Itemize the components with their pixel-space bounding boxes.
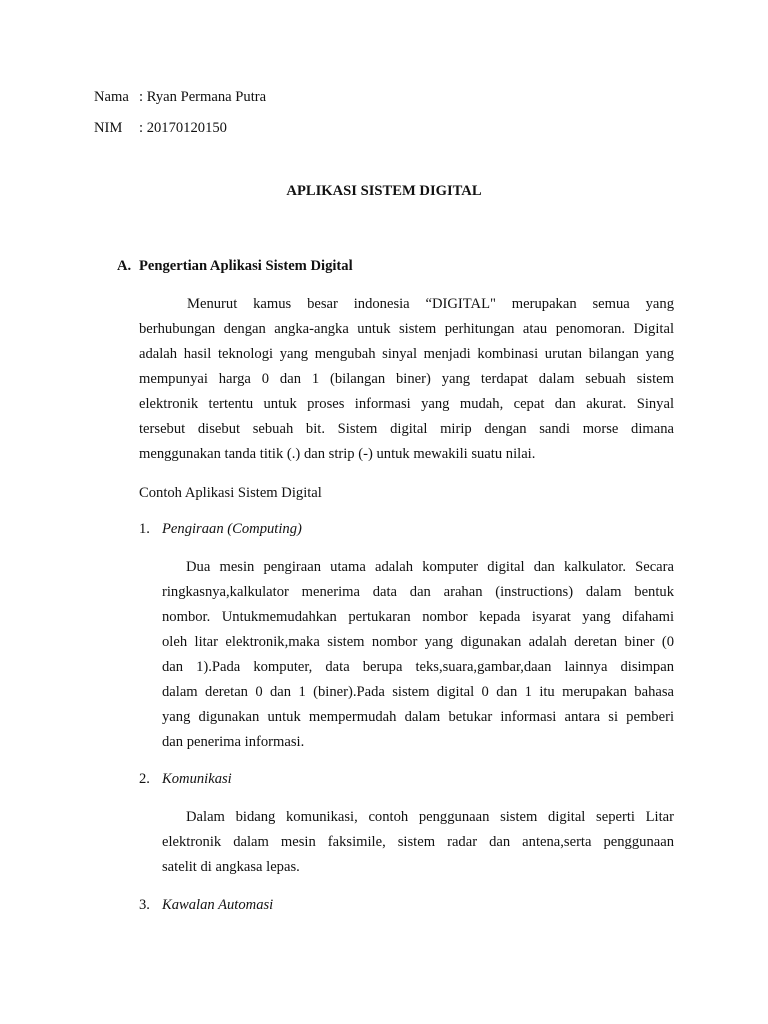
list-item-line: ringkasnya,kalkulator menerima data dan arahan (instructions) dalam bentuk (162, 584, 674, 600)
paragraph-line: berhubungan dengan angka-angka untuk sistem perhitungan atau penomoran. Digital (139, 321, 674, 337)
list-item-line: oleh litar elektronik,maka sistem nombor yang digunakan adalah deretan biner (0 (162, 634, 674, 650)
name-value: : Ryan Permana Putra (139, 89, 267, 105)
paragraph-line: menggunakan tanda titik (.) dan strip (-) untuk mewakili suatu nilai. (139, 446, 536, 462)
examples-heading: Contoh Aplikasi Sistem Digital (139, 485, 322, 501)
section-heading: Pengertian Aplikasi Sistem Digital (139, 258, 353, 274)
list-item-title: Kawalan Automasi (162, 897, 274, 913)
list-item-line: dan penerima informasi. (162, 734, 305, 750)
list-item-title: Komunikasi (162, 771, 232, 787)
nim-label: NIM (94, 120, 123, 136)
list-number: 2. (139, 771, 150, 787)
paragraph-line: Menurut kamus besar indonesia “DIGITAL" merupakan semua yang (187, 296, 674, 312)
list-number: 1. (139, 521, 150, 537)
document-title: APLIKASI SISTEM DIGITAL (286, 183, 482, 199)
section-marker: A. (117, 258, 132, 274)
list-item-line: yang digunakan untuk mempermudah dalam betukar informasi antara si pemberi (162, 709, 674, 725)
list-item-line: satelit di angkasa lepas. (162, 859, 300, 875)
list-item-line: elektronik dalam mesin faksimile, sistem radar dan antena,serta penggunaan (162, 834, 674, 850)
list-number: 3. (139, 897, 150, 913)
list-item-line: dalam deretan 0 dan 1 (biner).Pada sistem digital 0 dan 1 itu merupakan bahasa (162, 684, 674, 700)
paragraph-line: mempunyai harga 0 dan 1 (bilangan biner) yang terdapat dalam sebuah sistem (139, 371, 674, 387)
paragraph-line: elektronik tertentu untuk proses informasi yang mudah, cepat dan akurat. Sinyal (139, 396, 674, 412)
list-item-line: nombor. Untukmemudahkan pertukaran nombor kepada isyarat yang difahami (162, 609, 674, 625)
paragraph-line: adalah hasil teknologi yang mengubah sinyal menjadi kombinasi urutan bilangan yang (139, 346, 674, 362)
list-item-line: dan 1).Pada komputer, data berupa teks,suara,gambar,daan lainnya disimpan (162, 659, 674, 675)
paragraph-line: tersebut disebut sebuah bit. Sistem digital mirip dengan sandi morse dimana (139, 421, 674, 437)
name-label: Nama (94, 89, 129, 105)
list-item-title: Pengiraan (Computing) (162, 521, 302, 537)
list-item-line: Dalam bidang komunikasi, contoh penggunaan sistem digital seperti Litar (186, 809, 674, 825)
nim-value: : 20170120150 (139, 120, 227, 136)
list-item-line: Dua mesin pengiraan utama adalah komputer digital dan kalkulator. Secara (186, 559, 674, 575)
